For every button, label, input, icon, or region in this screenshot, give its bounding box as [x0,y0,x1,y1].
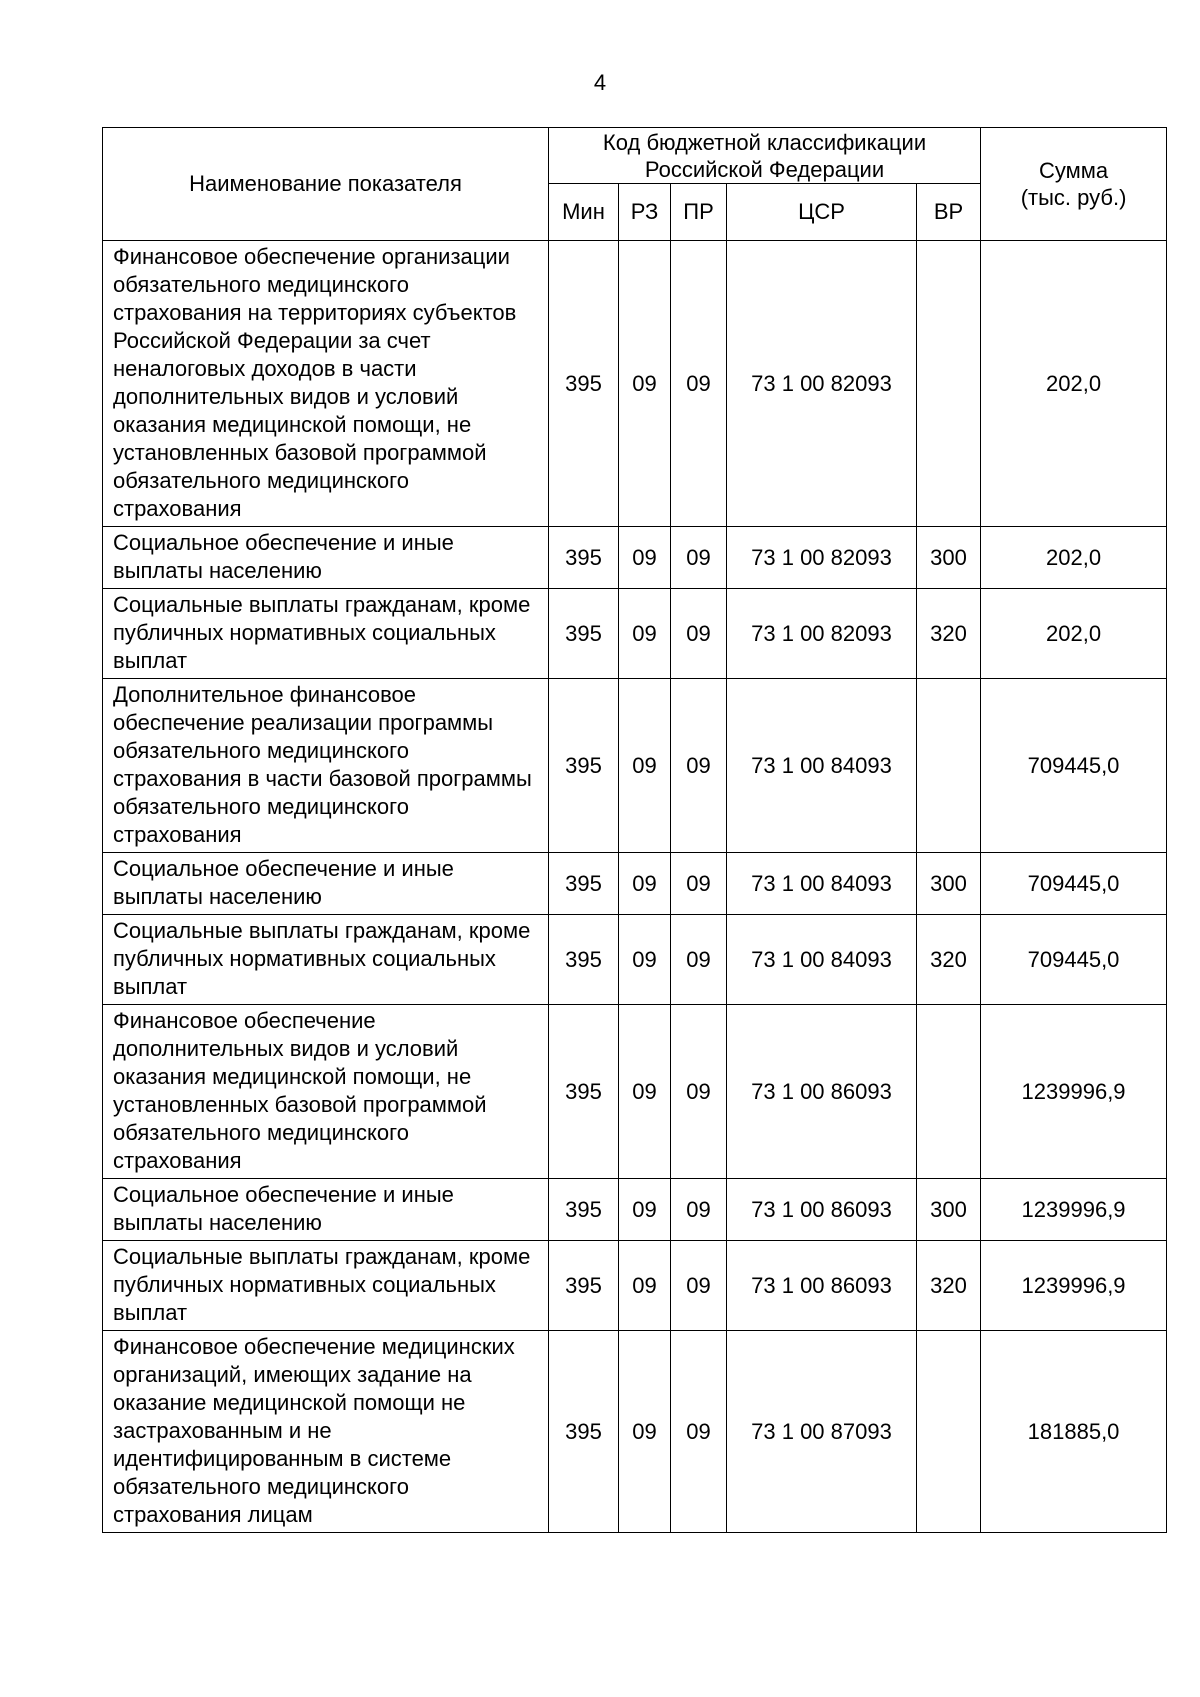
header-sum-line1: Сумма [1038,158,1109,183]
cell-name: Дополнительное финансовое обеспечение реализации программы обязательного медицинского страхования в части базовой программы обязательного медицинского страхования [103,679,549,853]
cell-rz: 09 [619,1331,671,1533]
header-sum-line2: (тыс. руб.) [1020,185,1127,210]
cell-pr: 09 [671,1241,727,1331]
cell-sum: 181885,0 [981,1331,1167,1533]
cell-sum: 1239996,9 [981,1179,1167,1241]
cell-rz: 09 [619,589,671,679]
cell-name: Социальное обеспечение и иные выплаты населению [103,853,549,915]
table-row [103,1005,1167,1179]
table-row [103,853,1167,915]
cell-name: Социальные выплаты гражданам, кроме публичных нормативных социальных выплат [103,589,549,679]
table-row [103,1179,1167,1241]
cell-csr: 73 1 00 84093 [727,915,917,1005]
cell-name: Социальное обеспечение и иные выплаты населению [103,527,549,589]
cell-vr: 300 [917,1179,981,1241]
cell-pr: 09 [671,853,727,915]
table-row [103,527,1167,589]
cell-rz: 09 [619,1005,671,1179]
cell-vr: 320 [917,1241,981,1331]
cell-rz: 09 [619,1241,671,1331]
header-rz: РЗ [619,184,671,241]
cell-csr: 73 1 00 82093 [727,527,917,589]
cell-min: 395 [549,915,619,1005]
cell-rz: 09 [619,915,671,1005]
cell-vr [917,241,981,527]
header-vr: ВР [917,184,981,241]
cell-rz: 09 [619,853,671,915]
table-row [103,589,1167,679]
cell-rz: 09 [619,527,671,589]
cell-sum: 709445,0 [981,679,1167,853]
cell-vr [917,679,981,853]
cell-sum: 202,0 [981,527,1167,589]
cell-min: 395 [549,1241,619,1331]
cell-pr: 09 [671,679,727,853]
cell-vr [917,1331,981,1533]
page-number: 4 [593,70,607,95]
header-kbk [549,128,981,184]
cell-sum: 709445,0 [981,915,1167,1005]
cell-min: 395 [549,1179,619,1241]
cell-csr: 73 1 00 84093 [727,679,917,853]
cell-pr: 09 [671,241,727,527]
budget-table [102,127,1167,1533]
header-pr: ПР [671,184,727,241]
cell-pr: 09 [671,1331,727,1533]
cell-rz: 09 [619,679,671,853]
cell-csr: 73 1 00 82093 [727,241,917,527]
cell-min: 395 [549,853,619,915]
cell-vr: 320 [917,589,981,679]
cell-vr [917,1005,981,1179]
cell-name: Социальные выплаты гражданам, кроме публичных нормативных социальных выплат [103,1241,549,1331]
header-name: Наименование показателя [103,128,549,241]
cell-name: Социальное обеспечение и иные выплаты населению [103,1179,549,1241]
cell-pr: 09 [671,1005,727,1179]
table-row [103,679,1167,853]
table-row [103,915,1167,1005]
cell-csr: 73 1 00 86093 [727,1179,917,1241]
cell-vr: 300 [917,853,981,915]
header-kbk-line1: Код бюджетной классификации [602,129,927,155]
cell-rz: 09 [619,241,671,527]
cell-pr: 09 [671,527,727,589]
header-kbk-line2: Российской Федерации [644,156,885,182]
cell-csr: 73 1 00 84093 [727,853,917,915]
cell-name: Финансовое обеспечение дополнительных видов и условий оказания медицинской помощи, не установленных базовой программой обязательного медицинского страхования [103,1005,549,1179]
cell-min: 395 [549,527,619,589]
cell-min: 395 [549,1331,619,1533]
cell-csr: 73 1 00 82093 [727,589,917,679]
cell-pr: 09 [671,1179,727,1241]
cell-min: 395 [549,589,619,679]
cell-csr: 73 1 00 86093 [727,1241,917,1331]
cell-min: 395 [549,1005,619,1179]
header-min: Мин [549,184,619,241]
cell-vr: 320 [917,915,981,1005]
table-row [103,1331,1167,1533]
header-sum [981,128,1167,241]
cell-name: Финансовое обеспечение организации обязательного медицинского страхования на территориях субъектов Российской Федерации за счет неналоговых доходов в части дополнительных видов и условий оказания медицинской помощи, не установленных базовой программой обязательного медицинского страхования [103,241,549,527]
cell-pr: 09 [671,915,727,1005]
cell-pr: 09 [671,589,727,679]
cell-csr: 73 1 00 87093 [727,1331,917,1533]
table-row [103,241,1167,527]
cell-rz: 09 [619,1179,671,1241]
cell-min: 395 [549,241,619,527]
cell-min: 395 [549,679,619,853]
cell-sum: 202,0 [981,589,1167,679]
table-row [103,1241,1167,1331]
cell-sum: 202,0 [981,241,1167,527]
header-csr: ЦСР [727,184,917,241]
cell-sum: 709445,0 [981,853,1167,915]
cell-name: Финансовое обеспечение медицинских организаций, имеющих задание на оказание медицинской помощи не застрахованным и не идентифицированным в системе обязательного медицинского страхования лицам [103,1331,549,1533]
cell-vr: 300 [917,527,981,589]
cell-sum: 1239996,9 [981,1005,1167,1179]
cell-sum: 1239996,9 [981,1241,1167,1331]
cell-name: Социальные выплаты гражданам, кроме публичных нормативных социальных выплат [103,915,549,1005]
cell-csr: 73 1 00 86093 [727,1005,917,1179]
